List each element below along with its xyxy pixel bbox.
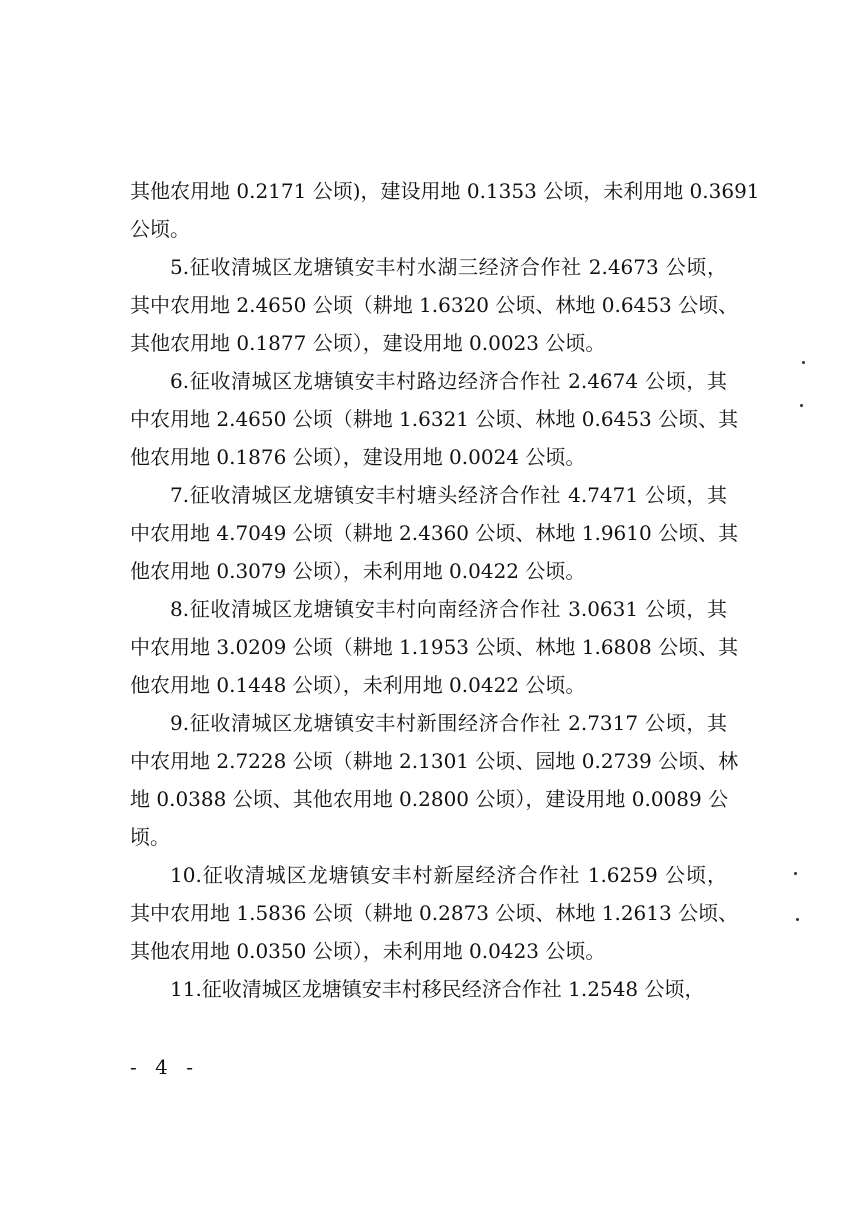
text-line: 其他农用地 0.2171 公顷)，建设用地 0.1353 公顷，未利用地 0.3691 [130, 179, 760, 203]
text-line: 其他农用地 0.0350 公顷），未利用地 0.0423 公顷。 [130, 939, 606, 963]
paragraph [130, 590, 739, 704]
paragraph [130, 248, 739, 362]
text-line: 8.征收清城区龙塘镇安丰村向南经济合作社 3.0631 公顷，其 [170, 597, 727, 621]
text-line: 10.征收清城区龙塘镇安丰村新屋经济合作社 1.6259 公顷， [170, 863, 727, 887]
paragraph [130, 704, 739, 856]
text-line: 7.征收清城区龙塘镇安丰村塘头经济合作社 4.7471 公顷，其 [170, 483, 727, 507]
text-line: 其中农用地 2.4650 公顷（耕地 1.6320 公顷、林地 0.6453 公顷、 [130, 293, 739, 317]
text-line: 9.征收清城区龙塘镇安丰村新围经济合作社 2.7317 公顷，其 [170, 711, 727, 735]
paragraph [130, 362, 739, 476]
text-line: 5.征收清城区龙塘镇安丰村水湖三经济合作社 2.4673 公顷， [170, 255, 727, 279]
text-line: 中农用地 3.0209 公顷（耕地 1.1953 公顷、林地 1.6808 公顷、其 [130, 635, 739, 659]
page-number: - 4 - [130, 1055, 199, 1079]
text-line: 中农用地 2.4650 公顷（耕地 1.6321 公顷、林地 0.6453 公顷、其 [130, 407, 739, 431]
paragraph [130, 970, 727, 1008]
paragraph [130, 856, 739, 970]
text-line: 他农用地 0.1448 公顷），未利用地 0.0422 公顷。 [130, 673, 586, 697]
text-line: 中农用地 2.7228 公顷（耕地 2.1301 公顷、园地 0.2739 公顷、林 [130, 749, 739, 773]
text-line: 他农用地 0.1876 公顷），建设用地 0.0024 公顷。 [130, 445, 586, 469]
text-line: 11.征收清城区龙塘镇安丰村移民经济合作社 1.2548 公顷， [170, 977, 705, 1001]
text-line: 其他农用地 0.1877 公顷），建设用地 0.0023 公顷。 [130, 331, 606, 355]
text-line: 公顷。 [130, 217, 190, 241]
text-line: 其中农用地 1.5836 公顷（耕地 0.2873 公顷、林地 1.2613 公顷、 [130, 901, 739, 925]
paragraph [130, 476, 739, 590]
text-line: 他农用地 0.3079 公顷），未利用地 0.0422 公顷。 [130, 559, 586, 583]
document-body [130, 172, 760, 1008]
paragraph [130, 172, 760, 248]
text-line: 地 0.0388 公顷、其他农用地 0.2800 公顷），建设用地 0.0089 公 [130, 787, 729, 811]
scan-speck [796, 918, 799, 921]
text-line: 6.征收清城区龙塘镇安丰村路边经济合作社 2.4674 公顷，其 [170, 369, 727, 393]
text-line: 顷。 [130, 825, 170, 849]
scan-speck [802, 361, 805, 364]
scan-speck [794, 872, 797, 875]
text-line: 中农用地 4.7049 公顷（耕地 2.4360 公顷、林地 1.9610 公顷、其 [130, 521, 739, 545]
scan-speck [800, 404, 803, 407]
